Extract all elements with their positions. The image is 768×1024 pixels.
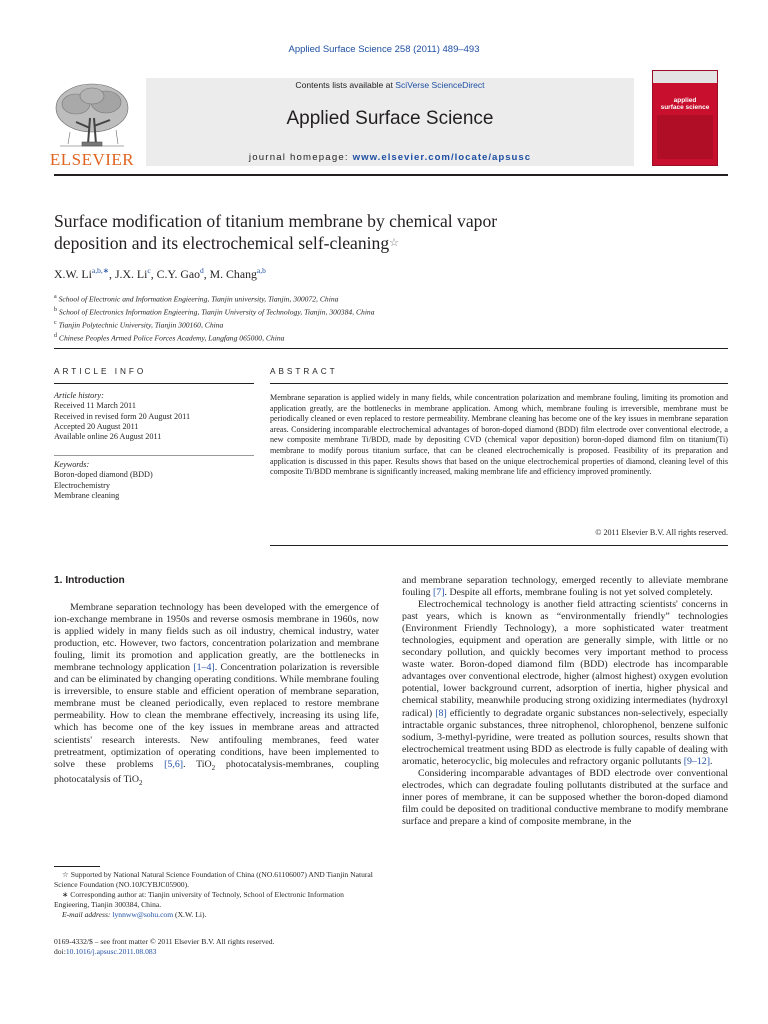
author-separator: , (109, 266, 115, 281)
affiliation-list (54, 292, 714, 344)
funding-footnote: ☆ Supported by National Natural Science Foundation of China ((NO.61106007) AND Tianjin Natural Science Foundation (NO.10JCYBJC05900). (54, 870, 373, 889)
body-column-right (402, 575, 728, 828)
keyword-item: Electrochemistry (54, 480, 110, 490)
abstract-copyright: © 2011 Elsevier B.V. All rights reserved. (595, 528, 728, 537)
doi-line: doi:10.1016/j.apsusc.2011.08.083 (54, 947, 157, 956)
sciencedirect-link[interactable]: SciVerse ScienceDirect (395, 80, 485, 90)
cover-title: applied surface science (660, 97, 710, 111)
publisher-logo-text: ELSEVIER (49, 150, 135, 169)
citation-link[interactable]: [1–4] (193, 662, 215, 674)
affiliation-text: School of Electronic and Information Engieering, Tianjin university, Tianjin, 300072, China (58, 294, 339, 304)
journal-homepage: journal homepage: www.elsevier.com/locate/apsusc (248, 152, 532, 163)
cover-image (657, 115, 713, 159)
section-heading-introduction: 1. Introduction (54, 575, 125, 586)
keyword-item: Boron-doped diamond (BDD) (54, 470, 153, 480)
journal-title: Applied Surface Science (286, 108, 494, 129)
intro-paragraph: Electrochemical technology is another field attracting scientists' concerns in past years, which is known as “environmentally friendly” technologies (Environment Friendly Technology), a more sophisticated water treatment technologies, equipment and operation are generally simple, with little or no secondary pollution, and quickly becomes very important method to process waste water. Boron-doped diamond film (BDD) electrode has incomparable advantages over conventional electrode, higher (almost highest) oxygen evolution potential, lower background current, adsorption of inertia, higher physical and chemical stability, meanwhile producing strong oxidizing intermediates (hydroxyl radical) [8] efficiently to degradate organic substances non-selectively, especially intractable organic substances, three nitrophenol, chlorophenol, benzene sulfonic sodium, 3-methyl-pyridine, were treated as pollution sources, results shown that electrochemical treatment using BDD as electrode is fully capable of dealing with aromatic, heterocyclic, big molecules and refractory organic pollutants [9–12]. (402, 599, 728, 767)
history-received: Received 11 March 2011 (54, 401, 136, 411)
author-affiliation-mark[interactable]: d (200, 266, 204, 275)
corresponding-author-footnote: ∗ Corresponding author at: Tianjin university of Technoly, School of Electronic Information Engieering, Tianjin 300384, China. (54, 890, 344, 909)
citation-link[interactable]: [5,6] (164, 758, 184, 770)
affiliation-text: Chinese Peoples Armed Police Forces Academy, Langfang 065000, China (58, 333, 285, 343)
journal-cover-thumbnail (652, 70, 718, 166)
author-affiliation-mark[interactable]: a,b,∗ (91, 266, 110, 275)
email-footnote: E-mail address: lynnww@sohu.com (X.W. Li). (62, 910, 207, 919)
intro-paragraph: and membrane separation technology, emerged recently to alleviate membrane fouling [7]. Despite all efforts, membrane fouling is not yet solved completely. (402, 575, 728, 599)
affiliation-item (54, 331, 714, 344)
affiliation-text: School of Electronics Information Engieering, Tianjin University of Technology, Tianjin, 300384, China (58, 307, 375, 317)
history-online: Available online 26 August 2011 (54, 432, 162, 442)
title-rule (54, 348, 728, 349)
intro-paragraph: Membrane separation technology has been developed with the emergence of ion-exchange membrane in 1950s and reverse osmosis membrane in 1960s, now is applied widely in many fields such as oil industry, chemical industry, water production, etc. However, two factors, concentration polarization and membrane fouling, limit its promotion and application greatly, are the bottlenecks in membrane technology application [1–4]. Concentration polarization is reversible and can be eliminated by changing operating conditions. While membrane fouling is irreversible, to ensure stable and efficient operation of membrane separation, membrane must be cleaned periodically, even replaced to restore membrane permeability. How to clean the membrane effectively, increasing its using life, which has become one of the key issues in membrane areas and attracted scientists' research interests. New antifouling membranes, feed water pretreatment, optimization of operating conditions, have been implemented to solve these problems [5,6]. TiO$_2$ photocatalysis-membranes, coupling photocatalysis of TiO$_2$ (54, 602, 379, 787)
affiliation-mark: d (54, 333, 57, 340)
title-footnote-star-icon[interactable]: ☆ (389, 237, 400, 249)
cover-header-strip (653, 71, 717, 83)
email-link[interactable]: lynnww@sohu.com (112, 910, 174, 919)
keywords-label: Keywords: (54, 460, 90, 469)
history-accepted: Accepted 20 August 2011 (54, 421, 139, 431)
affiliation-text: Tianjin Polytechnic University, Tianjin 300160, China (58, 320, 224, 330)
history-label: Article history: (54, 391, 104, 400)
issn-line: 0169-4332/$ – see front matter © 2011 Elsevier B.V. All rights reserved. (54, 937, 275, 946)
author-affiliation-mark[interactable]: c (147, 266, 151, 275)
affiliation-item (54, 318, 714, 331)
article-info-heading: ARTICLE INFO (54, 367, 147, 376)
intro-paragraph: Considering incomparable advantages of BDD electrode over conventional electrodes, which can degradate fouling pollutants distributed at the surface and inner pores of membrane, it can be supposed whether the boron-doped diamond film could be deposited on traditional conductive membrane to modify membrane surface and prepare a kind of composite membrane, in the (402, 767, 728, 827)
keywords-rule (54, 455, 254, 456)
homepage-link[interactable]: www.elsevier.com/locate/apsusc (352, 152, 532, 163)
author-name[interactable]: X.W. Li (54, 266, 92, 281)
citation-link[interactable]: [8] (435, 707, 447, 719)
keyword-item: Membrane cleaning (54, 490, 120, 500)
front-matter (54, 937, 380, 957)
author-list (54, 266, 714, 282)
footnotes (54, 870, 380, 920)
abstract-text: Membrane separation is applied widely in many fields, while concentration polarization and membrane fouling, limiting its promotion and application greatly, are the bottlenecks in membrane application. Among which, membrane fouling is irreversible, membrane must be periodically cleaned or even replaced to restore permeability. Membrane cleaning has become one of the key issues in membrane separation areas. Considering incomparable electrochemical advantages of boron-doped diamond (BDD) film electrode over conventional electrode, a new composite membrane Ti/BDD, made by depositing CVD (chemical vapor deposition) boron-doped diamond film on titanium(Ti) membrane to modify porous titanium surface, that can be cleaned electrochemically is proposed. Feasibility of its preparation and application is discussed in this paper. Results shows that based on the unique electrochemical properties of diamond, cleaning level of this composite Ti/BDD membrane is significantly increased, making membrane life and efficiency improved prominently. (270, 393, 728, 477)
author-separator: , (150, 266, 157, 281)
article-info-rule (54, 383, 254, 384)
author-name[interactable]: M. Chang (209, 266, 257, 281)
journal-reference-link[interactable]: Applied Surface Science 258 (2011) 489–493 (288, 44, 480, 55)
affiliation-item (54, 292, 714, 305)
author-name[interactable]: C.Y. Gao (156, 266, 201, 281)
keywords (54, 460, 254, 501)
contents-line: Contents lists available at SciVerse ScienceDirect (295, 80, 485, 90)
author-name[interactable]: J.X. Li (114, 266, 148, 281)
abstract-end-rule (270, 545, 728, 546)
affiliation-item (54, 305, 714, 318)
abstract-rule (270, 383, 728, 384)
citation-link[interactable]: [7] (433, 587, 445, 599)
doi-link[interactable]: 10.1016/j.apsusc.2011.08.083 (65, 947, 157, 956)
affiliation-mark: b (54, 307, 57, 314)
footnote-rule (54, 866, 100, 867)
author-affiliation-mark[interactable]: a,b (256, 266, 266, 275)
article-title: Surface modification of titanium membrane by chemical vapor deposition and its electrochemical self-cleaning☆ (54, 211, 498, 253)
article-history (54, 391, 254, 442)
citation-link[interactable]: [9–12] (683, 755, 711, 767)
author-separator: , (203, 266, 210, 281)
affiliation-mark: c (54, 320, 57, 327)
header-rule (54, 174, 728, 176)
abstract-heading: ABSTRACT (270, 367, 338, 376)
body-column-left (54, 602, 379, 789)
history-revised: Received in revised form 20 August 2011 (54, 411, 191, 421)
affiliation-mark: a (54, 294, 57, 300)
